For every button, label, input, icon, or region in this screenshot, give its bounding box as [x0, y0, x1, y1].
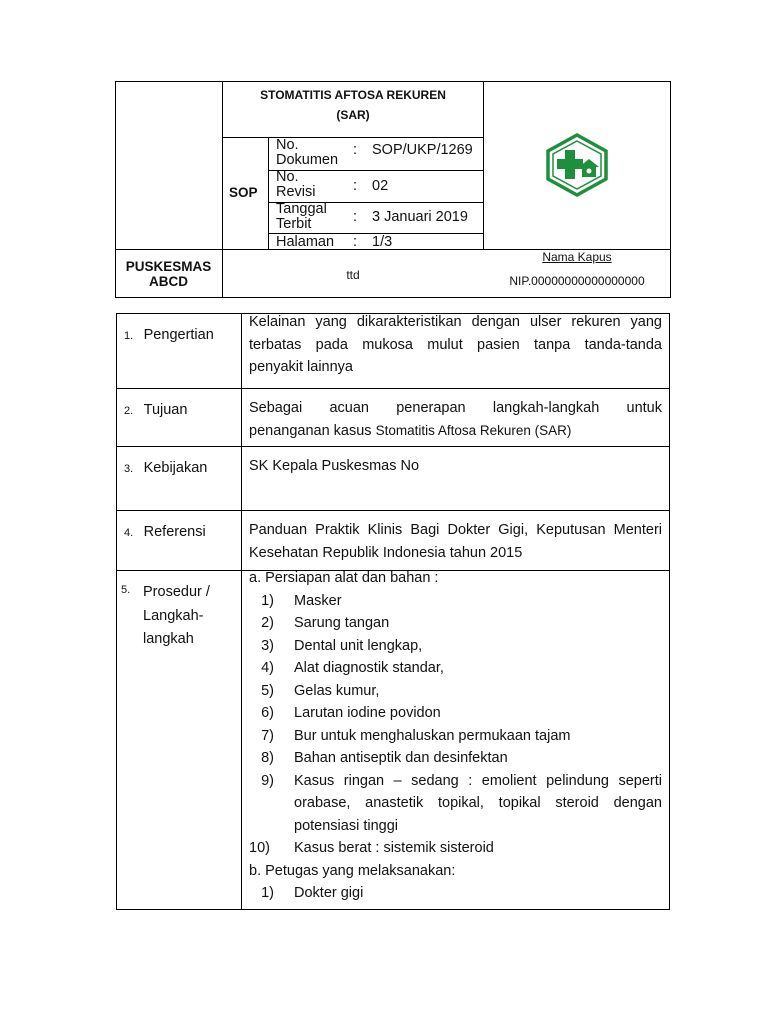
meta-value-dokumen: SOP/UKP/1269: [372, 142, 473, 158]
pengertian-text: Kelainan yang dikarakteristikan dengan ulser rekuren yang terbatas pada mukosa mulut pasien tanpa tanda-tanda penyakit lainnya: [249, 314, 662, 375]
kapus-name: Nama Kapus: [542, 250, 612, 264]
list-item: 3) Dental unit lengkap,: [261, 637, 423, 654]
list-item: 1) Dokter gigi: [261, 885, 364, 901]
list-item: 7) Bur untuk menghaluskan permukaan tajam: [261, 727, 571, 744]
referensi-text: Panduan Praktik Klinis Bagi Dokter Gigi, Keputusan Menteri Kesehatan Republik Indonesia tahun 2015: [249, 522, 662, 561]
puskesmas-name: PUSKESMAS ABCD: [125, 259, 212, 289]
section-kebijakan: 3. Kebijakan: [124, 460, 208, 476]
kapus-nip: NIP.00000000000000000: [509, 274, 645, 288]
section-referensi: 4. Referensi: [124, 524, 206, 540]
meta-sep: :: [353, 178, 358, 194]
section-tujuan: 2. Tujuan: [124, 402, 188, 418]
prosedur-content: [249, 567, 662, 905]
list-item: 5) Gelas kumur,: [261, 682, 380, 699]
meta-value-terbit: 3 Januari 2019: [372, 209, 468, 225]
list-item: 4) Alat diagnostik standar,: [261, 660, 444, 676]
alat-bahan-list: [249, 590, 662, 770]
meta-label-revisi: No. Revisi: [276, 169, 316, 200]
sop-label: SOP: [229, 185, 258, 200]
meta-label-dokumen: No. Dokumen: [276, 137, 339, 168]
meta-sep: :: [353, 234, 358, 250]
meta-value-revisi: 02: [372, 178, 389, 194]
petugas-list: [249, 882, 662, 905]
kebijakan-text: SK Kepala Puskesmas No: [249, 458, 420, 474]
list-item: 10) Kasus berat : sistemik sisteroid: [249, 840, 494, 856]
meta-label-terbit: Tanggal Terbit: [276, 201, 327, 232]
meta-sep: :: [353, 209, 358, 225]
puskesmas-logo-icon: [545, 133, 609, 197]
signature-ttd: ttd: [346, 268, 360, 282]
prosedur-b-title: b. Petugas yang melaksanakan:: [249, 862, 456, 879]
meta-value-halaman: 1/3: [372, 234, 393, 250]
prosedur-a-title: a. Persiapan alat dan bahan :: [249, 570, 439, 586]
sop-title-abbrev: (SAR): [336, 108, 370, 122]
list-item: 6) Larutan iodine povidon: [261, 705, 441, 721]
section-prosedur: 5. Prosedur / Langkah- langkah: [121, 584, 210, 647]
list-item: 1) Masker: [261, 592, 342, 609]
meta-label-halaman: Halaman: [276, 234, 335, 250]
tujuan-text: Sebagai acuan penerapan langkah-langkah untuk penanganan kasus Stomatitis Aftosa Rekuren (SAR): [249, 400, 662, 439]
list-item: 2) Sarung tangan: [261, 615, 390, 631]
meta-sep: :: [353, 142, 358, 158]
section-pengertian: 1. Pengertian: [124, 327, 214, 343]
sop-title: STOMATITIS AFTOSA REKUREN: [260, 88, 446, 102]
list-item: 9) Kasus ringan – sedang : emolient pelindung seperti orabase, anastetik topikal, topikal steroid dengan potensiasi tinggi: [261, 772, 662, 834]
list-item: 8) Bahan antiseptik dan desinfektan: [261, 750, 508, 766]
